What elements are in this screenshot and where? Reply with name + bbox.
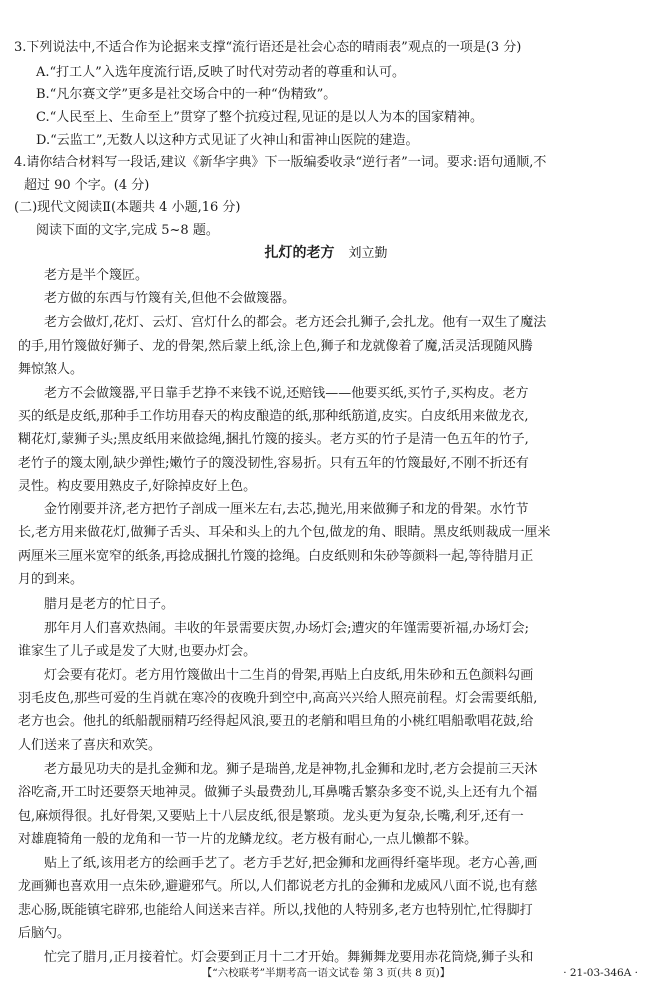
- article-line: 悲心肠,既能镇宅辟邪,也能给人间送来吉祥。所以,找他的人特别多,老方也特别忙,忙得脚打: [18, 903, 533, 918]
- article-line: 后脑勺。: [18, 926, 71, 941]
- question-3-option-d: D.“云监工”,无数人以这种方式见证了火神山和雷神山医院的建造。: [36, 133, 419, 148]
- article-line: 羽毛皮色,那些可爱的生肖就在寒冷的夜晚升到空中,高高兴兴给人照亮前程。灯会需要纸船,: [18, 691, 538, 706]
- article-line: 月的到来。: [18, 572, 84, 587]
- article-line: 买的纸是皮纸,那种手工作坊用春天的构皮酿造的纸,那种纸筋道,皮实。白皮纸用来做龙衣,: [18, 409, 529, 424]
- article-line: 浴吃斋,开工时还要祭天地神灵。做狮子头最费劲儿,耳鼻嘴舌繁杂多变不说,头上还有九个福: [18, 785, 538, 800]
- question-4-line-2: 超过 90 个字。(4 分): [24, 178, 150, 193]
- page-footer: [0, 965, 652, 981]
- article-title: 扎灯的老方: [264, 245, 335, 261]
- article-line: 老方做的东西与竹篾有关,但他不会做篾器。: [44, 291, 296, 306]
- footer-exam-info: 【“六校联考”半期考高一语文试卷 第 3 页(共 8 页)】: [201, 967, 451, 979]
- footer-code: · 21-03-346A ·: [563, 967, 638, 979]
- article-line: 的手,用竹篾做好狮子、龙的骨架,然后蒙上纸,涂上色,狮子和龙就像着了魔,活灵活现随风腾: [18, 339, 533, 354]
- article-line: 腊月是老方的忙日子。: [44, 597, 175, 612]
- article-line: 老方最见功夫的是扎金狮和龙。狮子是瑞兽,龙是神物,扎金狮和龙时,老方会提前三天沐: [44, 762, 538, 777]
- article-line: 糊花灯,蒙狮子头;黑皮纸用来做捻绳,捆扎竹篾的接头。老方买的竹子是清一色五年的竹子,: [18, 432, 529, 447]
- article-line: 人们送来了喜庆和欢笑。: [18, 738, 162, 753]
- article-line: 灵性。构皮要用熟皮子,好除掉皮好上色。: [18, 479, 257, 494]
- article-line: 包,麻烦得很。扎好骨架,又要贴上十八层皮纸,很是繁琐。龙头更为复杂,长嘴,利牙,还有一: [18, 809, 524, 824]
- article-line: 那年月人们喜欢热闹。丰收的年景需要庆贺,办场灯会;遭灾的年馑需要祈福,办场灯会;: [44, 621, 530, 636]
- question-3-option-a: A.“打工人”入选年度流行语,反映了时代对劳动者的尊重和认可。: [36, 65, 405, 80]
- article-line: 老方不会做篾器,平日靠手艺挣不来钱不说,还赔钱——他要买纸,买竹子,买构皮。老方: [44, 386, 529, 401]
- reading-instruction: 阅读下面的文字,完成 5~8 题。: [36, 223, 219, 238]
- article-line: 老方是半个篾匠。: [44, 268, 149, 283]
- article-line: 谁家生了儿子或是发了大财,也要办灯会。: [18, 644, 257, 659]
- article-line: 老方也会。他扎的纸船靓丽精巧经得起风浪,要丑的老艄和唱旦角的小桃红唱船歌唱花鼓,给: [18, 714, 534, 729]
- article-line: 对雄鹿犄角一般的龙角和一节一片的龙鳞龙纹。老方极有耐心,一点儿懒都不躲。: [18, 832, 478, 847]
- article-line: 舞惊煞人。: [18, 362, 84, 377]
- article-author: 刘立勤: [348, 246, 388, 261]
- article-line: 老竹子的篾太刚,缺少弹性;嫩竹子的篾没韧性,容易折。只有五年的竹篾最好,不刚不折还有: [18, 456, 529, 471]
- article-line: 龙画狮也喜欢用一点朱砂,避避邪气。所以,人们都说老方扎的金狮和龙威风八面不说,也有慈: [18, 879, 538, 894]
- article-line: 两厘米三厘米宽窄的纸条,再捻成捆扎竹篾的捻绳。白皮纸则和朱砂等颜料一起,等待腊月正: [18, 549, 534, 564]
- article-line: 长,老方用来做花灯,做狮子舌头、耳朵和头上的九个包,做龙的角、眼睛。黑皮纸则裁成一厘米: [18, 525, 551, 540]
- question-4-line-1: 4.请你结合材料写一段话,建议《新华字典》下一版编委收录“逆行者”一词。要求:语句通顺,不: [14, 155, 547, 170]
- article-heading: [0, 244, 652, 263]
- article-line: 金竹刚要并济,老方把竹子剖成一厘米左右,去芯,抛光,用来做狮子和龙的骨架。水竹节: [44, 502, 529, 517]
- article-line: 老方会做灯,花灯、云灯、宫灯什么的都会。老方还会扎狮子,会扎龙。他有一双生了魔法: [44, 315, 547, 330]
- article-line: 灯会要有花灯。老方用竹篾做出十二生肖的骨架,再贴上白皮纸,用朱砂和五色颜料勾画: [44, 668, 534, 683]
- article-line: 忙完了腊月,正月接着忙。灯会要到正月十二才开始。舞狮舞龙要用赤花筒烧,狮子头和: [44, 950, 534, 965]
- question-3-stem: 3.下列说法中,不适合作为论据来支撑“流行语还是社会心态的晴雨表”观点的一项是(3 分): [14, 40, 522, 55]
- section-heading: (二)现代文阅读Ⅱ(本题共 4 小题,16 分): [14, 200, 241, 215]
- article-line: 贴上了纸,该用老方的绘画手艺了。老方手艺好,把金狮和龙画得纤毫毕现。老方心善,画: [44, 856, 538, 871]
- question-3-option-b: B.“凡尔赛文学”更多是社交场合中的一种“伪精致”。: [36, 87, 337, 102]
- question-3-option-c: C.“人民至上、生命至上”贯穿了整个抗疫过程,见证的是以人为本的国家精神。: [36, 110, 484, 125]
